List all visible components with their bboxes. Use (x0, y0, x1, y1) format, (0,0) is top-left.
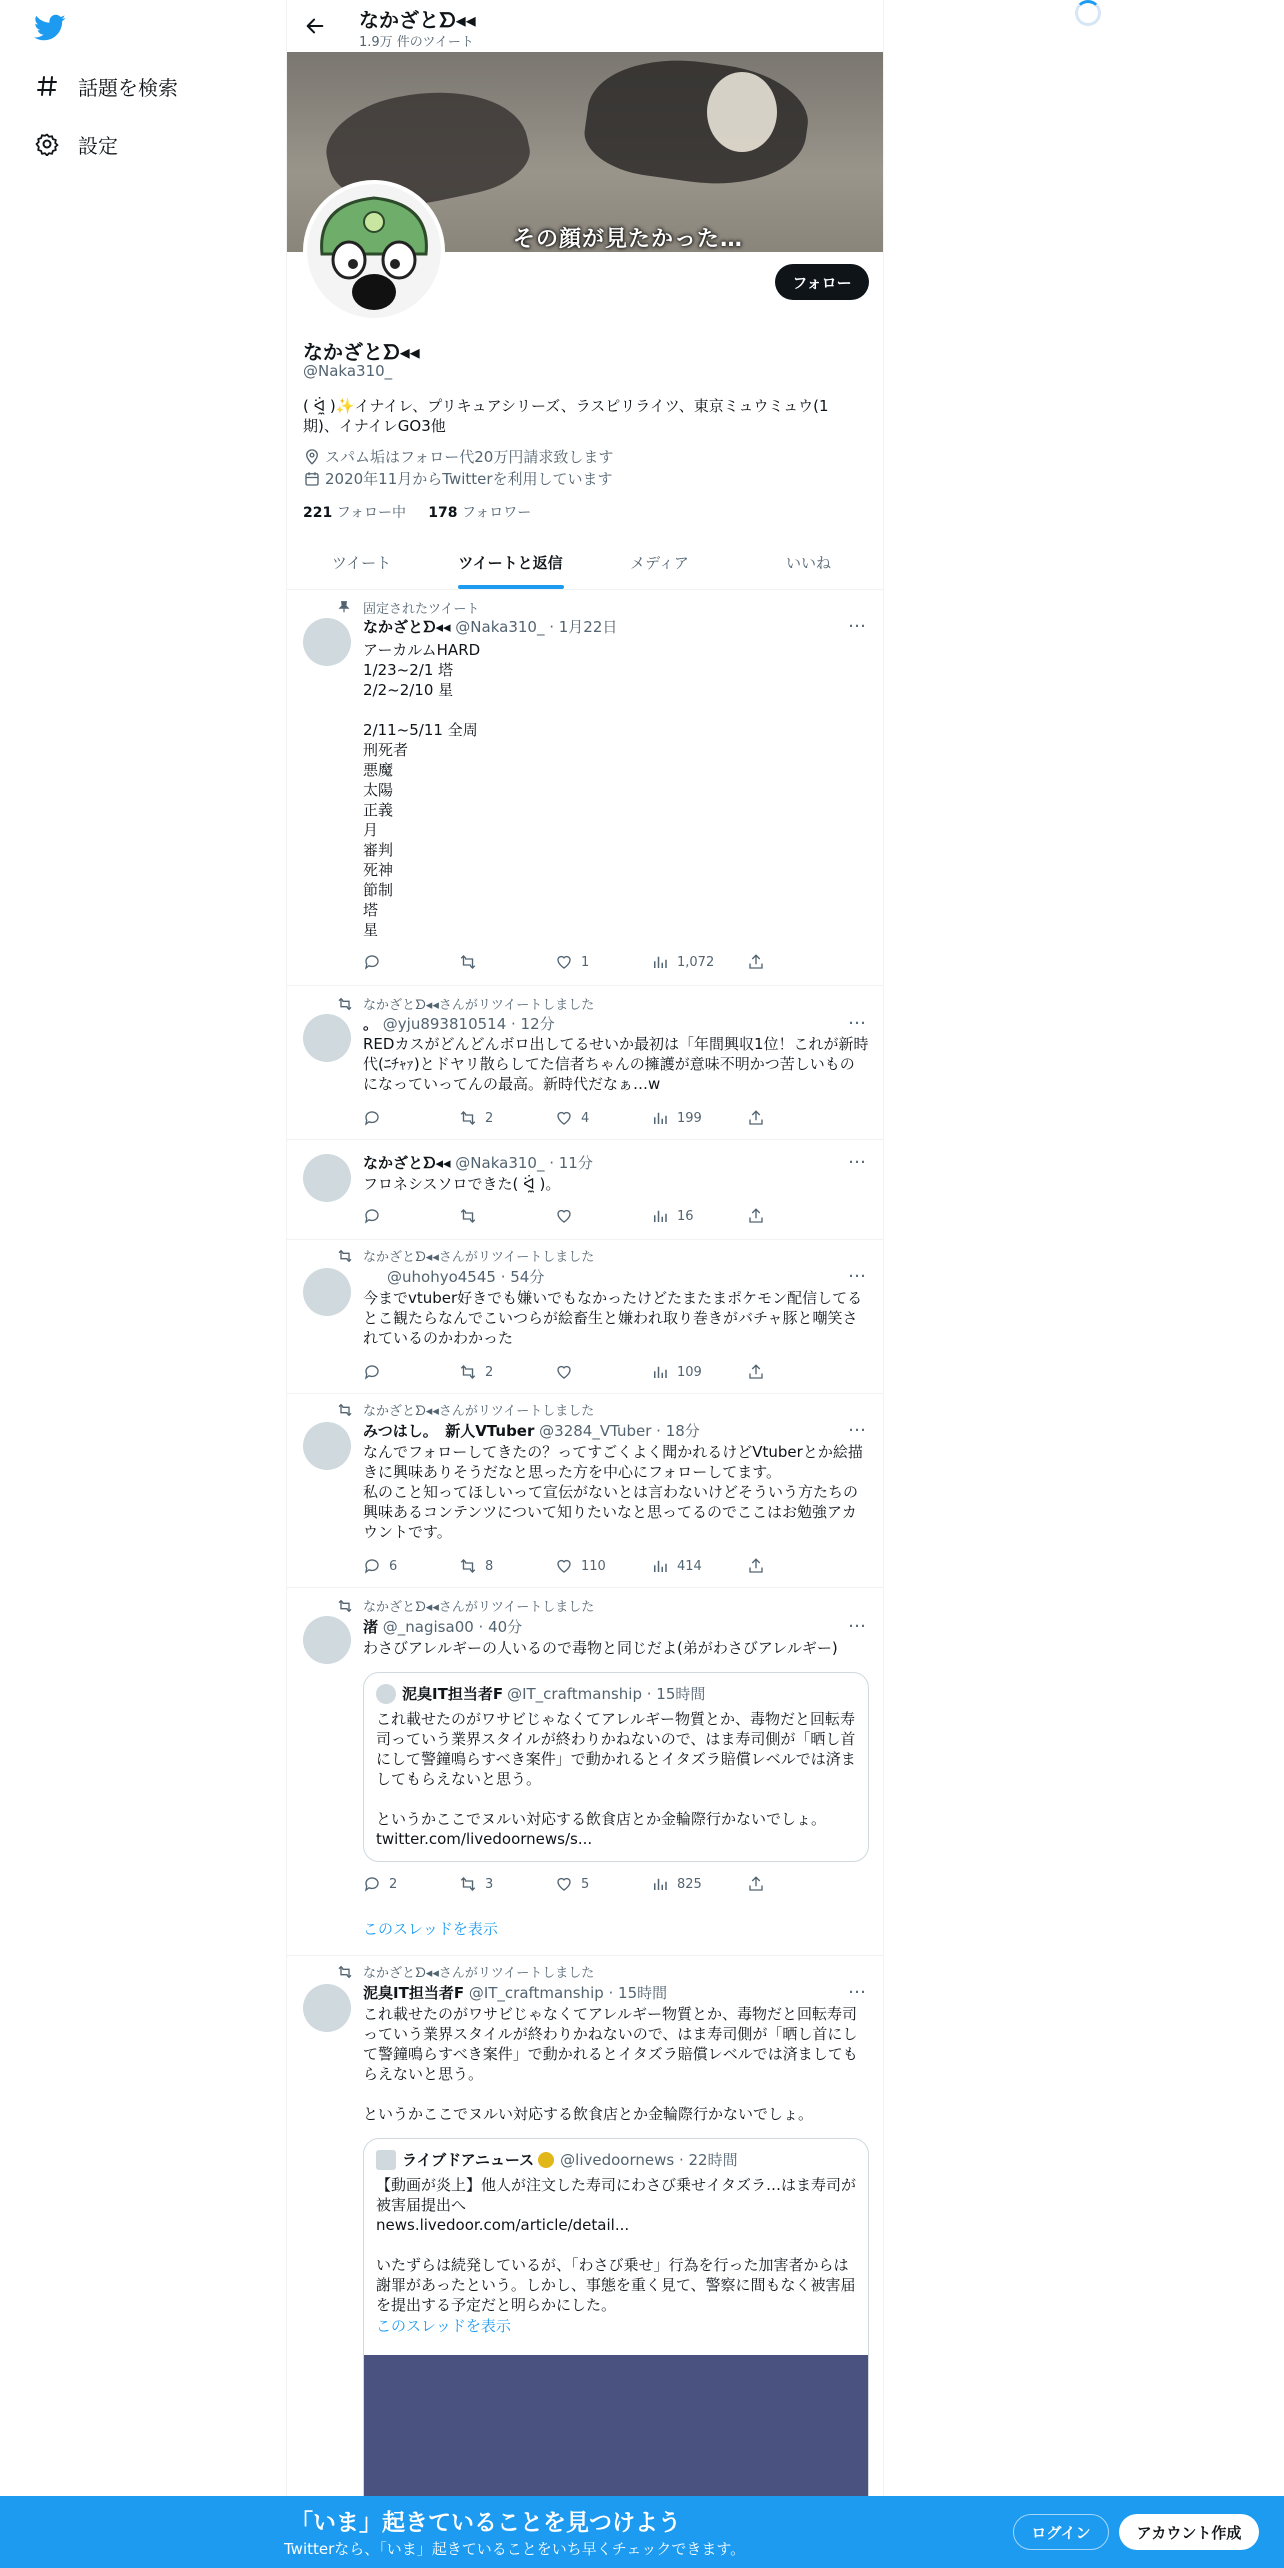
retweet-context: なかざとᗤ◂◂さんがリツイートしました (363, 1962, 594, 1981)
tweet-header (363, 611, 867, 637)
like-button[interactable] (555, 1363, 651, 1381)
retweet-context: なかざとᗤ◂◂さんがリツイートしました (363, 1596, 594, 1615)
share-button[interactable] (747, 953, 777, 971)
tweet-header (363, 1611, 867, 1637)
tweet-author-name[interactable]: みつはし。 新人VTuber (363, 1422, 535, 1440)
reply-icon (363, 1875, 381, 1893)
reply-button[interactable] (363, 1363, 459, 1381)
tweet-actions (363, 1108, 793, 1128)
like-button[interactable]: 110 (555, 1557, 651, 1575)
profile-bio: ( ᐛ̼ )✨イナイレ、プリキュアシリーズ、ラスピリライツ、東京ミュウミュウ(1期)、イナイレGO3他 (303, 397, 829, 435)
header-tweet-count: 1.9万 件のツイート (359, 35, 474, 50)
profile-name: なかざとᗤ◂◂ (303, 340, 420, 364)
quoted-media-image[interactable] (364, 2355, 869, 2518)
reply-button[interactable]: 2 (363, 1875, 459, 1893)
header-name: なかざとᗤ◂◂ (359, 8, 476, 32)
profile-handle: @Naka310_ (303, 362, 393, 380)
more-options-icon[interactable]: … (848, 611, 866, 632)
share-button[interactable] (747, 1207, 777, 1225)
views-button[interactable]: 16 (651, 1207, 747, 1225)
retweet-context: なかざとᗤ◂◂さんがリツイートしました (363, 1246, 594, 1265)
sidebar (0, 0, 286, 2568)
gear-icon (34, 131, 60, 157)
loading-spinner-icon (1075, 0, 1101, 26)
views-button[interactable]: 1,072 (651, 953, 747, 971)
signup-prompt-subtitle: Twitterなら、「いま」起きていることをいち早くチェックできます。 (284, 2540, 746, 2558)
tweet-author-name[interactable]: なかざとᗤ◂◂ (363, 618, 451, 636)
pin-icon (337, 600, 353, 616)
signup-button[interactable]: アカウント作成 (1119, 2514, 1259, 2550)
share-icon (747, 1875, 765, 1893)
quoted-tweet-text: 【動画が炎上】他人が注文した寿司にわさび乗せイタズラ…はま寿司が被害届提出へ news.livedoor.com/article/detail... いたずらは続発しているが、「わさび乗せ」行為を行った加害者からは謝罪があったという。しかし、事態を重く見て、警察に間もなく被害届を提出する予定だと明らかにした。 (376, 2176, 857, 2314)
quoted-tweet-text: これ載せたのがワサビじゃなくてアレルギー物質とか、毒物だと回転寿司っていう業界スタイルが終わりかねないので、はま寿司側が「晒し首にして警鐘鳴らすべき案件」で動かれるとイタズラ賠償レベルでは済ましてもらえないと思う。 というかここでヌルい対応する飲食店とか金輪際行かないでしょ。 twitter.com/livedoornews/s... (376, 1710, 856, 1848)
views-button[interactable]: 414 (651, 1557, 747, 1575)
retweet-icon (337, 1598, 353, 1614)
more-options-icon[interactable]: … (848, 1611, 866, 1632)
share-icon (747, 953, 765, 971)
tweet-text: なんでフォローしてきたの？ってすごくよく聞かれるけどVtuberとか絵描きに興味ありそうだなと思った方を中心にフォローしてます。 私のこと知ってほしいって宣伝がないとは言わないけどそういう方たちの興味あるコンテンツについて知りたいなと思ってるのでここはお勉強アカウントです。 (363, 1443, 863, 1541)
share-icon (747, 1109, 765, 1127)
profile-joined-text: 2020年11月からTwitterを利用しています (325, 470, 613, 488)
tweet-author-name[interactable]: なかざとᗤ◂◂ (363, 1154, 451, 1172)
tweet-text: 今までvtuber好きでも嫌いでもなかったけどたまたまポケモン配信してるとこ観たらなんでこいつらが絵畜生と嫌われ取り巻きがバチャ豚と嘲笑されているのかわかった (363, 1289, 863, 1347)
reply-icon (363, 1557, 381, 1575)
avatar (376, 1684, 396, 1704)
heart-icon (555, 1557, 573, 1575)
tweet-actions (363, 1874, 793, 1894)
reply-icon (363, 1363, 381, 1381)
heart-icon (555, 1363, 573, 1381)
share-icon (747, 1363, 765, 1381)
tab-media[interactable]: メディア (630, 554, 689, 572)
avatar[interactable] (303, 1154, 351, 1202)
tweet-author-name[interactable]: 泥臭IT担当者F (363, 1984, 465, 2002)
quoted-tweet-header: ライブドアニュース @livedoornews · 22時間 (376, 2149, 738, 2170)
retweet-icon (337, 996, 353, 1012)
tweet-header (363, 1415, 867, 1441)
avatar[interactable] (303, 1422, 351, 1470)
retweet-icon (459, 1875, 477, 1893)
share-icon (747, 1207, 765, 1225)
profile-tabs (287, 536, 883, 590)
back-arrow-icon[interactable] (301, 12, 329, 40)
views-icon (651, 953, 669, 971)
retweet-icon (459, 953, 477, 971)
sidebar-item-settings[interactable] (34, 124, 118, 164)
profile-stats (303, 502, 531, 522)
tweet[interactable] (287, 1240, 883, 1394)
tweet-author-name[interactable]: 渚 (363, 1618, 379, 1636)
share-button[interactable] (747, 1109, 777, 1127)
retweet-context: なかざとᗤ◂◂さんがリツイートしました (363, 1400, 594, 1419)
retweet-icon (459, 1207, 477, 1225)
tweet-header (363, 1008, 867, 1034)
tweet-handle[interactable]: @IT_craftmanship · 15時間 (468, 1984, 668, 2002)
avatar[interactable] (303, 618, 351, 666)
signup-prompt-bar (0, 2496, 1284, 2568)
share-button[interactable] (747, 1875, 777, 1893)
reply-icon (363, 953, 381, 971)
location-pin-icon (303, 448, 321, 466)
sidebar-item-explore[interactable] (34, 66, 178, 106)
retweet-icon (459, 1363, 477, 1381)
heart-icon (555, 1207, 573, 1225)
like-button[interactable] (555, 1207, 651, 1225)
retweet-button[interactable] (459, 953, 555, 971)
like-button[interactable]: 1 (555, 953, 651, 971)
more-options-icon[interactable]: … (848, 1415, 866, 1436)
retweet-icon (337, 1248, 353, 1264)
tweet-header (387, 1261, 867, 1287)
quoted-tweet-header: 泥臭IT担当者F @IT_craftmanship · 15時間 (376, 1683, 705, 1704)
heart-icon (555, 1109, 573, 1127)
main-column (286, 0, 884, 2568)
views-icon (651, 1363, 669, 1381)
profile-header (287, 0, 883, 52)
more-options-icon[interactable]: … (848, 1008, 866, 1029)
tweet-text: フロネシスソロできた( ᐛ̼ )｡ (363, 1175, 553, 1193)
tweet-author-name[interactable]: 。 (363, 1015, 379, 1033)
tweet[interactable] (287, 1394, 883, 1588)
reply-button[interactable] (363, 953, 459, 971)
more-options-icon[interactable]: … (848, 1147, 866, 1168)
tweet-handle[interactable]: @_nagisa00 · 40分 (382, 1618, 523, 1636)
retweet-button[interactable]: 2 (459, 1363, 555, 1381)
avatar[interactable] (303, 1014, 351, 1062)
login-button[interactable]: ログイン (1013, 2514, 1109, 2550)
tab-tweets-and-replies[interactable]: ツイートと返信 (436, 536, 585, 589)
banner-caption: その顔が見たかった… (513, 227, 744, 252)
tweet-actions (363, 1362, 793, 1382)
profile-location (303, 446, 613, 467)
tweet-text: アーカルムHARD 1/23~2/1 塔 2/2~2/10 星 2/11~5/11 全周 刑死者 悪魔 太陽 正義 月 審判 死神 節制 塔 星 (363, 641, 481, 939)
like-button[interactable]: 5 (555, 1875, 651, 1893)
avatar[interactable] (303, 1268, 351, 1316)
views-button[interactable]: 199 (651, 1109, 747, 1127)
follow-button[interactable]: フォロー (775, 264, 869, 300)
views-button[interactable]: 825 (651, 1875, 747, 1893)
tweet[interactable] (287, 1956, 883, 2496)
verified-badge-icon (538, 2152, 554, 2168)
tweet-actions (363, 952, 793, 972)
share-button[interactable] (747, 1557, 777, 1575)
sidebar-item-label: 設定 (78, 133, 118, 158)
retweet-context: なかざとᗤ◂◂さんがリツイートしました (363, 994, 594, 1013)
heart-icon (555, 1875, 573, 1893)
tab-likes[interactable]: いいね (785, 554, 831, 572)
more-options-icon[interactable]: … (848, 1977, 866, 1998)
retweet-button[interactable] (459, 1207, 555, 1225)
hashtag-icon (34, 73, 60, 99)
followers-link[interactable]: 178 フォロワー (428, 505, 532, 521)
quoted-tweet[interactable] (363, 2138, 869, 2518)
retweet-button[interactable]: 2 (459, 1109, 555, 1127)
show-thread-link[interactable]: このスレッドを表示 (363, 1920, 498, 1938)
sidebar-item-label: 話題を検索 (78, 75, 178, 100)
views-icon (651, 1875, 669, 1893)
tweet-handle[interactable]: @Naka310_ · 11分 (455, 1154, 593, 1172)
retweet-icon (459, 1109, 477, 1127)
twitter-bird-icon[interactable] (34, 14, 66, 42)
tweet-header (363, 1977, 867, 2003)
retweet-icon (337, 1402, 353, 1418)
views-icon (651, 1207, 669, 1225)
retweet-button[interactable]: 3 (459, 1875, 555, 1893)
profile-location-text: スパム垢はフォロー代20万円請求致します (325, 448, 614, 466)
tweet[interactable] (287, 1588, 883, 1956)
views-button[interactable]: 109 (651, 1363, 747, 1381)
reply-button[interactable] (363, 1207, 459, 1225)
tweet[interactable] (287, 590, 883, 986)
share-icon (747, 1557, 765, 1575)
avatar[interactable] (303, 1616, 351, 1664)
quoted-tweet[interactable] (363, 1672, 869, 1862)
tweet-handle[interactable]: @Naka310_ · 1月22日 (455, 618, 618, 636)
tweet[interactable] (287, 1140, 883, 1240)
reply-button[interactable] (363, 1109, 459, 1127)
more-options-icon[interactable]: … (848, 1261, 866, 1282)
tweet-text: REDカスがどんどんボロ出してるせいか最初は「年間興収1位！これが新時代(ﾆﾁｬｧ)とドヤリ散らしてた信者ちゃんの擁護が意味不明かつ苦しいものになっていってんの最高。新時代だなぁ…w (363, 1035, 869, 1093)
tweet-actions (363, 1556, 793, 1576)
like-button[interactable]: 4 (555, 1109, 651, 1127)
tab-tweets[interactable]: ツイート (331, 554, 392, 572)
calendar-icon (303, 470, 321, 488)
tweet-handle[interactable]: @3284_VTuber · 18分 (539, 1422, 700, 1440)
reply-button[interactable]: 6 (363, 1557, 459, 1575)
show-thread-link[interactable]: このスレッドを表示 (376, 2317, 511, 2335)
tweet[interactable] (287, 986, 883, 1140)
tweet-handle[interactable]: @yju893810514 · 12分 (382, 1015, 555, 1033)
avatar[interactable] (303, 1984, 351, 2032)
retweet-icon (459, 1557, 477, 1575)
signup-prompt-title: 「いま」起きていることを見つけよう (290, 2510, 681, 2536)
reply-icon (363, 1109, 381, 1127)
reply-icon (363, 1207, 381, 1225)
tweet-text: これ載せたのがワサビじゃなくてアレルギー物質とか、毒物だと回転寿司っていう業界スタイルが終わりかねないので、はま寿司側が「晒し首にして警鐘鳴らすべき案件」で動かれるとイタズラ賠償レベルでは済ましてもらえないと思う。 というかここでヌルい対応する飲食店とか金輪際行かないでしょ。 (363, 2005, 858, 2123)
tweet-header (363, 1147, 867, 1173)
profile-joined (303, 468, 613, 489)
livedoor-logo-icon (376, 2150, 396, 2170)
following-link[interactable]: 221 フォロー中 (303, 505, 406, 521)
tweet-actions (363, 1206, 793, 1226)
heart-icon (555, 953, 573, 971)
profile-avatar[interactable] (303, 180, 445, 322)
views-icon (651, 1557, 669, 1575)
retweet-button[interactable]: 8 (459, 1557, 555, 1575)
share-button[interactable] (747, 1363, 777, 1381)
retweet-icon (337, 1964, 353, 1980)
tweet-handle[interactable]: @uhohyo4545 · 54分 (387, 1268, 545, 1286)
views-icon (651, 1109, 669, 1127)
tweet-text: わさびアレルギーの人いるので毒物と同じだよ(弟がわさびアレルギー) (363, 1639, 838, 1657)
pinned-context: 固定されたツイート (363, 598, 479, 617)
